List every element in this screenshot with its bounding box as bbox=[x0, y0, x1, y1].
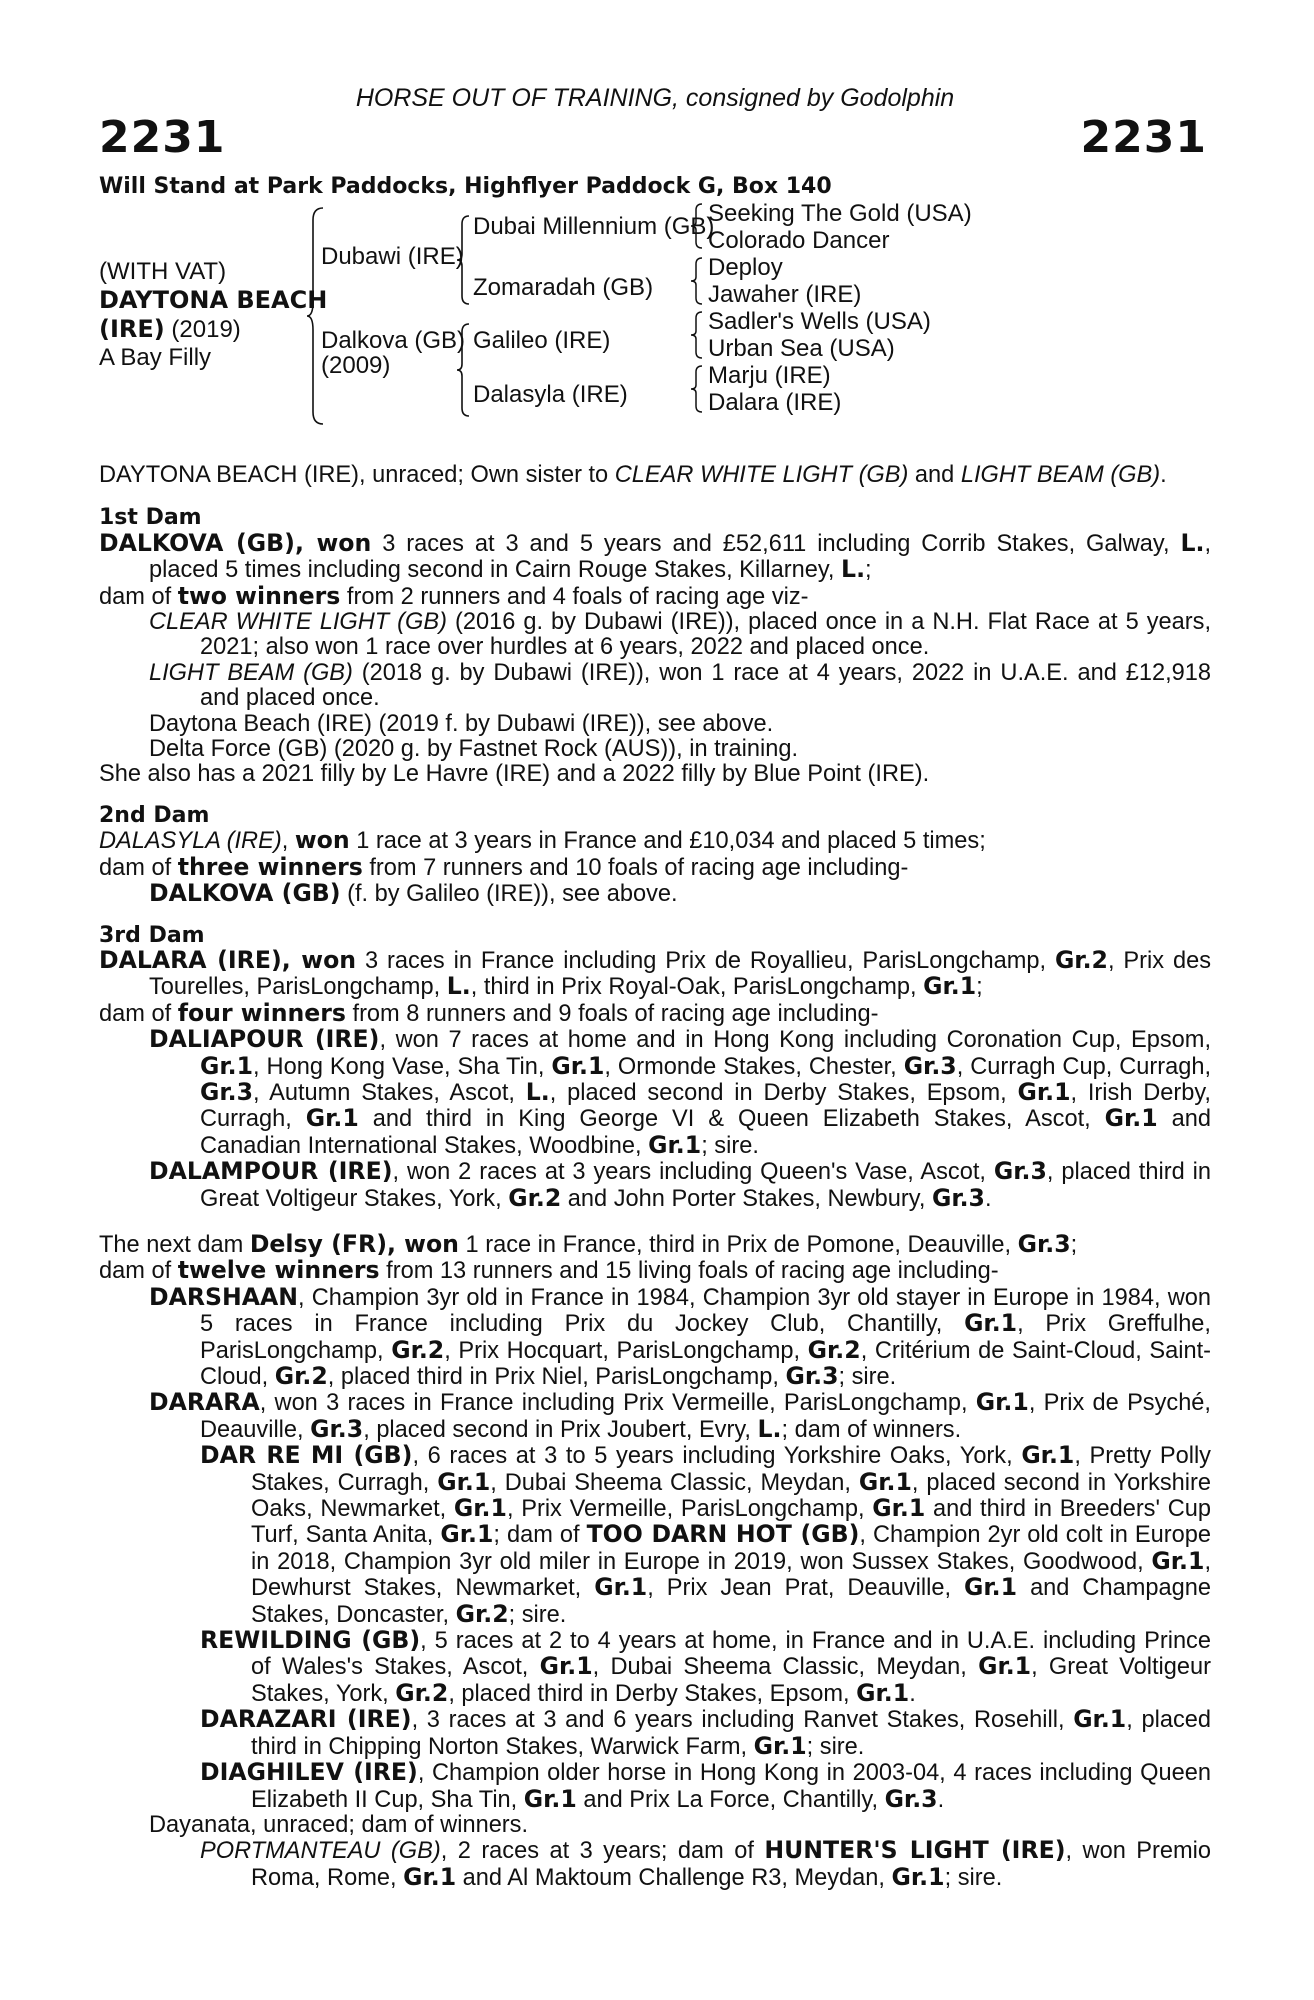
darara-entry: DARARA, won 3 races in France including Prix Vermeille, ParisLongchamp, Gr.1, Prix de Psyché, Deauville, Gr.3, placed second in Prix Joubert, Evry, L.; dam of winners. bbox=[149, 1388, 1211, 1443]
brace-gen3-2 bbox=[689, 256, 705, 306]
produce-note: She also has a 2021 filly by Le Havre (IRE) and a 2022 filly by Blue Point (IRE). bbox=[99, 761, 930, 788]
first-dam-produce: dam of two winners from 2 runners and 4 foals of racing age viz- bbox=[99, 581, 809, 610]
produce-4: Delta Force (GB) (2020 g. by Fastnet Rock (AUS)), in training. bbox=[149, 736, 799, 763]
second-dam-offspring: DALKOVA (GB) (f. by Galileo (IRE)), see above. bbox=[149, 879, 678, 908]
dayanata-entry: Dayanata, unraced; dam of winners. bbox=[149, 1811, 529, 1838]
second-dam-heading: 2nd Dam bbox=[99, 802, 210, 828]
lot-number-left: 2231 bbox=[99, 112, 226, 163]
darshaan-entry: DARSHAAN, Champion 3yr old in France in 1984, Champion 3yr old stayer in Europe in 1984, won 5 races in France including Prix du Jockey Club, Chantilly, Gr.1, Prix Greffulhe, ParisLongchamp, Gr.2, Prix Hocquart, ParisLongchamp, Gr.2, Critérium de Saint-Cloud, Saint-Cloud, Gr.2, placed third in Prix Niel, ParisLongchamp, Gr.3; sire. bbox=[149, 1282, 1211, 1390]
first-dam-line: DALKOVA (GB), won 3 races at 3 and 5 years and £52,611 including Corrib Stakes, Galway, L., placed 5 times including second in Cairn Rouge Stakes, Killarney, L.; bbox=[99, 528, 1212, 584]
catalogue-text bbox=[99, 463, 1211, 1891]
gen3-5: Sadler's Wells (USA) bbox=[708, 308, 931, 335]
pedigree-table bbox=[99, 200, 1211, 426]
third-dam-name: DALARA (IRE) bbox=[99, 945, 282, 974]
brace-gen3-3 bbox=[689, 310, 705, 360]
sibling-1: CLEAR WHITE LIGHT (GB) bbox=[614, 462, 909, 488]
rewilding-entry: REWILDING (GB), 5 races at 2 to 4 years at home, in France and in U.A.E. including Prince of Wales's Stakes, Ascot, Gr.1, Dubai Sheema Classic, Meydan, Gr.1, Great Voltigeur Stakes, York, Gr.2, placed third in Derby Stakes, Epsom, Gr.1. bbox=[200, 1626, 1211, 1707]
sibling-2: LIGHT BEAM (GB) bbox=[960, 462, 1161, 488]
brace-gen3-4 bbox=[689, 364, 705, 414]
daliapour-entry: DALIAPOUR (IRE), won 7 races at home and in Hong Kong including Coronation Cup, Epsom, Gr.1, Hong Kong Vase, Sha Tin, Gr.1, Ormonde Stakes, Chester, Gr.3, Curragh Cup, Curragh, Gr.3, Autumn Stakes, Ascot, L., placed second in Derby Stakes, Epsom, Gr.1, Irish Derby, Curragh, Gr.1 and third in King George VI & Queen Elizabeth Stakes, Ascot, Gr.1 and Canadian International Stakes, Woodbine, Gr.1; sire. bbox=[149, 1025, 1211, 1159]
horse-identity bbox=[99, 258, 327, 372]
consignor-line: HORSE OUT OF TRAINING, consigned by Godolphin bbox=[355, 84, 955, 112]
brace-gen1 bbox=[305, 206, 327, 426]
gen3-7: Marju (IRE) bbox=[708, 362, 831, 389]
vat-note: (WITH VAT) bbox=[99, 258, 227, 285]
sire-name: Dubawi (IRE) bbox=[321, 243, 464, 270]
third-dam-heading: 3rd Dam bbox=[99, 922, 205, 948]
horse-suffix: (IRE) bbox=[99, 315, 165, 343]
brace-gen2-bottom bbox=[455, 322, 473, 418]
produce-2: LIGHT BEAM (GB) (2018 g. by Dubawi (IRE)), won 1 race at 4 years, 2022 in U.A.E. and £12,918 and placed once. bbox=[149, 659, 1211, 712]
dar-re-mi-entry: DAR RE MI (GB), 6 races at 3 to 5 years including Yorkshire Oaks, York, Gr.1, Pretty Polly Stakes, Curragh, Gr.1, Dubai Sheema Classic, Meydan, Gr.1, placed second in Yorkshire Oaks, Newmarket, Gr.1, Prix Vermeille, ParisLongchamp, Gr.1 and third in Breeders' Cup Turf, Santa Anita, Gr.1; dam of TOO DARN HOT (GB), Champion 2yr old colt in Europe in 2018, Champion 3yr old miler in Europe in 2019, won Sussex Stakes, Goodwood, Gr.1, Dewhurst Stakes, Newmarket, Gr.1, Prix Jean Prat, Deauville, Gr.1 and Champagne Stakes, Doncaster, Gr.2; sire. bbox=[200, 1441, 1212, 1628]
darazari-entry: DARAZARI (IRE), 3 races at 3 and 6 years including Ranvet Stakes, Rosehill, Gr.1, placed third in Chipping Norton Stakes, Warwick Farm, Gr.1; sire. bbox=[200, 1705, 1211, 1760]
gen3-4: Jawaher (IRE) bbox=[708, 281, 862, 308]
produce-3: Daytona Beach (IRE) (2019 f. by Dubawi (IRE)), see above. bbox=[149, 710, 774, 737]
dalampour-entry: DALAMPOUR (IRE), won 2 races at 3 years including Queen's Vase, Ascot, Gr.3, placed third in Great Voltigeur Stakes, York, Gr.2 and John Porter Stakes, Newbury, Gr.3. bbox=[149, 1157, 1211, 1212]
brace-gen3-1 bbox=[689, 202, 705, 250]
first-dam-heading: 1st Dam bbox=[99, 505, 202, 531]
gen3-1: Seeking The Gold (USA) bbox=[708, 200, 972, 227]
gen2-3: Galileo (IRE) bbox=[473, 327, 611, 354]
second-dam-produce: dam of three winners from 7 runners and 10 foals of racing age including- bbox=[99, 852, 909, 881]
gen2-4: Dalasyla (IRE) bbox=[473, 381, 628, 408]
gen2-2: Zomaradah (GB) bbox=[473, 274, 654, 301]
stabling-location: Will Stand at Park Paddocks, Highflyer Paddock G, Box 140 bbox=[99, 174, 832, 199]
next-dam-line: The next dam Delsy (FR), won 1 race in France, third in Prix de Pomone, Deauville, Gr.3; bbox=[99, 1229, 1078, 1258]
next-dam-name: Delsy (FR) bbox=[249, 1229, 387, 1258]
lot-number-right: 2231 bbox=[1080, 112, 1207, 163]
gen2-1: Dubai Millennium (GB) bbox=[473, 213, 715, 240]
dam-name: Dalkova (GB) bbox=[321, 327, 466, 354]
intro-paragraph: DAYTONA BEACH (IRE), unraced; Own sister to CLEAR WHITE LIGHT (GB) and LIGHT BEAM (GB). bbox=[99, 462, 1167, 488]
produce-1: CLEAR WHITE LIGHT (GB) (2016 g. by Dubawi (IRE)), placed once in a N.H. Flat Race at 5 years, 2021; also won 1 race over hurdles at 6 years, 2022 and placed once. bbox=[149, 609, 1211, 661]
third-dam-produce: dam of four winners from 8 runners and 9 foals of racing age including- bbox=[99, 998, 879, 1027]
gen3-2: Colorado Dancer bbox=[708, 227, 890, 254]
catalogue-page bbox=[99, 0, 1211, 2000]
horse-name: DAYTONA BEACH bbox=[99, 286, 328, 314]
second-dam-line: DALASYLA (IRE), won 1 race at 3 years in France and £10,034 and placed 5 times; bbox=[99, 826, 986, 855]
horse-sex: A Bay Filly bbox=[99, 344, 212, 371]
portmanteau-entry: PORTMANTEAU (GB), 2 races at 3 years; dam of HUNTER'S LIGHT (IRE), won Premio Roma, Rome, Gr.1 and Al Maktoum Challenge R3, Meydan, Gr.1; sire. bbox=[200, 1836, 1211, 1891]
first-dam-name: DALKOVA (GB) bbox=[99, 528, 295, 557]
dam-year: (2009) bbox=[321, 352, 391, 379]
horse-year: (2019) bbox=[164, 316, 241, 343]
second-dam-name: DALASYLA (IRE) bbox=[99, 828, 282, 855]
gen3-8: Dalara (IRE) bbox=[708, 389, 842, 416]
diaghilev-entry: DIAGHILEV (IRE), Champion older horse in Hong Kong in 2003-04, 4 races including Queen Elizabeth II Cup, Sha Tin, Gr.1 and Prix La Force, Chantilly, Gr.3. bbox=[200, 1758, 1211, 1813]
brace-gen2-top bbox=[455, 214, 473, 306]
third-dam-line: DALARA (IRE), won 3 races in France including Prix de Royallieu, ParisLongchamp, Gr.2, Prix des Tourelles, ParisLongchamp, L., third in Prix Royal-Oak, ParisLongchamp, Gr.1; bbox=[99, 945, 1211, 1001]
gen3-6: Urban Sea (USA) bbox=[708, 335, 895, 362]
next-dam-produce: dam of twelve winners from 13 runners and 15 living foals of racing age including- bbox=[99, 1256, 999, 1285]
gen3-3: Deploy bbox=[708, 254, 783, 281]
